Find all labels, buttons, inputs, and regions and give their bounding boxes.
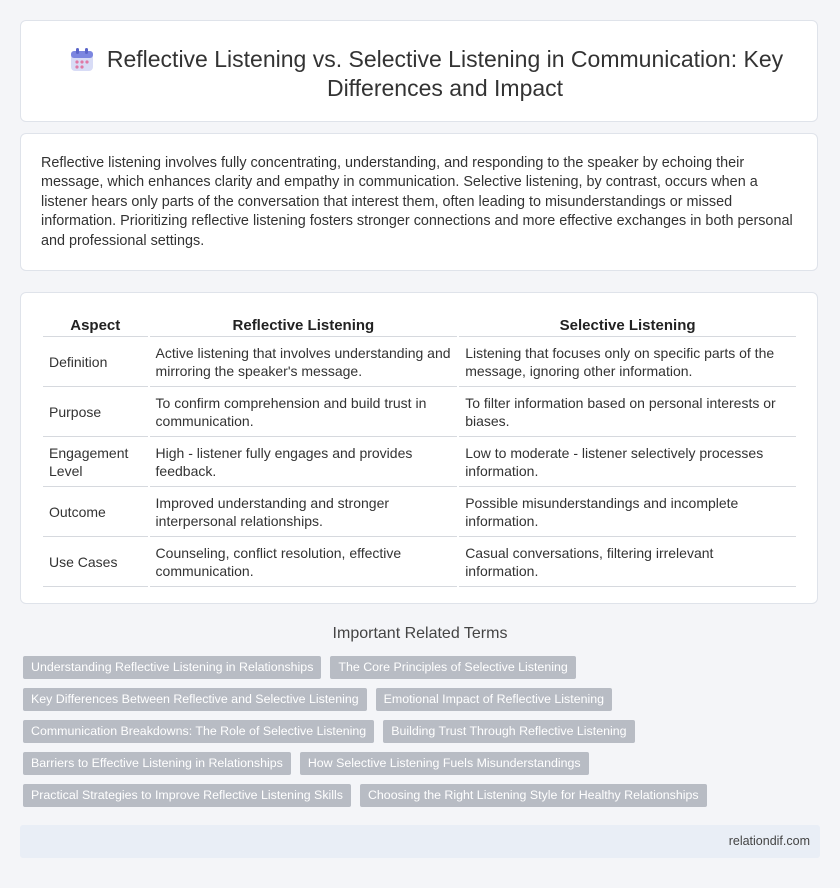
- related-term-tag[interactable]: Understanding Reflective Listening in Relationships: [23, 656, 321, 679]
- header-selective: Selective Listening: [459, 315, 796, 337]
- footer: [20, 825, 820, 858]
- related-terms-title: Important Related Terms: [332, 625, 508, 642]
- related-term-tag[interactable]: Communication Breakdowns: The Role of Selective Listening: [23, 720, 374, 743]
- table-cell: Casual conversations, filtering irrelevant information.: [459, 537, 796, 587]
- related-term-tag[interactable]: Building Trust Through Reflective Listening: [383, 720, 634, 743]
- table-cell: Possible misunderstandings and incomplete information.: [459, 487, 796, 537]
- comparison-table-card: [20, 292, 818, 604]
- header-card: [20, 20, 818, 122]
- table-cell: Active listening that involves understanding and mirroring the speaker's message.: [150, 337, 458, 387]
- table-cell: To confirm comprehension and build trust in communication.: [150, 387, 458, 437]
- header-reflective: Reflective Listening: [150, 315, 458, 337]
- related-term-tag[interactable]: How Selective Listening Fuels Misunderstandings: [300, 752, 589, 775]
- table-cell: Listening that focuses only on specific parts of the message, ignoring other information.: [459, 337, 796, 387]
- table-cell: To filter information based on personal interests or biases.: [459, 387, 796, 437]
- comparison-table: [41, 315, 798, 587]
- table-row: [43, 487, 796, 537]
- page-title: Reflective Listening vs. Selective Listening in Communication: Key Differences and Impact: [106, 46, 784, 101]
- related-term-tag[interactable]: Barriers to Effective Listening in Relationships: [23, 752, 291, 775]
- tag-row: [23, 720, 813, 743]
- tag-row: [23, 688, 813, 711]
- related-term-tag[interactable]: The Core Principles of Selective Listening: [330, 656, 575, 679]
- site-name[interactable]: relationdif.com: [728, 834, 810, 848]
- table-row: [43, 437, 796, 487]
- table-cell: Improved understanding and stronger interpersonal relationships.: [150, 487, 458, 537]
- tag-row: [23, 656, 813, 679]
- table-cell: Counseling, conflict resolution, effective communication.: [150, 537, 458, 587]
- table-cell: Low to moderate - listener selectively processes information.: [459, 437, 796, 487]
- tag-row: [23, 752, 813, 775]
- related-terms-list: [23, 656, 813, 816]
- table-cell: High - listener fully engages and provides feedback.: [150, 437, 458, 487]
- table-header-row: [43, 315, 796, 337]
- table-cell: Use Cases: [43, 537, 148, 587]
- table-row: [43, 537, 796, 587]
- related-term-tag[interactable]: Practical Strategies to Improve Reflective Listening Skills: [23, 784, 351, 807]
- table-cell: Purpose: [43, 387, 148, 437]
- table-cell: Outcome: [43, 487, 148, 537]
- related-term-tag[interactable]: Key Differences Between Reflective and Selective Listening: [23, 688, 367, 711]
- table-row: [43, 387, 796, 437]
- intro-card: [20, 133, 818, 271]
- table-row: [43, 337, 796, 387]
- table-cell: Definition: [43, 337, 148, 387]
- header-aspect: Aspect: [43, 315, 148, 337]
- related-term-tag[interactable]: Choosing the Right Listening Style for Healthy Relationships: [360, 784, 707, 807]
- related-term-tag[interactable]: Emotional Impact of Reflective Listening: [376, 688, 612, 711]
- table-cell: Engagement Level: [43, 437, 148, 487]
- tag-row: [23, 784, 813, 807]
- intro-paragraph: Reflective listening involves fully concentrating, understanding, and responding to the speaker by echoing their message, which enhances clarity and empathy in communication. Selective listening, by contrast, occurs when a listener hears only parts of the conversation that interest them, often leading to misunderstandings or missed information. Prioritizing reflective listening fosters stronger connections and more effective exchanges in both personal and professional settings.: [41, 155, 793, 249]
